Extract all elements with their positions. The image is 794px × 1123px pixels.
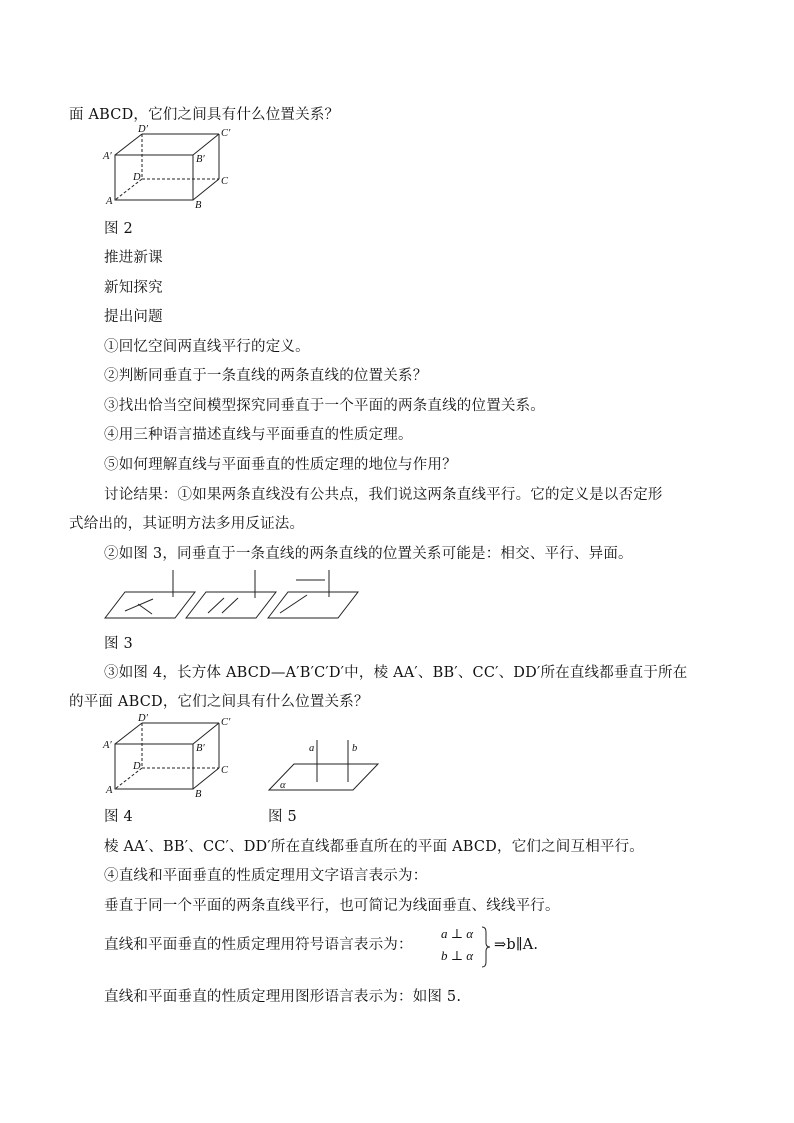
question-line: ③找出恰当空间模型探究同垂直于一个平面的两条直线的位置关系。 <box>104 398 545 414</box>
label-b: B <box>195 789 202 800</box>
label-b: B <box>195 200 202 211</box>
label-line-a: a <box>309 743 315 754</box>
label-c: C <box>221 765 229 776</box>
text-line: 直线和平面垂直的性质定理用图形语言表示为：如图 5. <box>104 989 462 1005</box>
figure-caption: 图 2 <box>104 221 133 237</box>
figure-2-box <box>100 122 240 214</box>
figure-3-planes <box>100 565 362 627</box>
label-c: C <box>221 176 229 187</box>
section-heading: 推进新课 <box>104 250 163 266</box>
label-plane-alpha: α <box>280 780 286 791</box>
figure-4-box <box>100 711 240 803</box>
text-line: ③如图 4，长方体 ABCD—A′B′C′D′中，棱 AA′、BB′、CC′、DD′所在直线都垂直于所在 <box>104 665 688 681</box>
figure-5-plane <box>264 734 384 796</box>
text-line: 棱 AA′、BB′、CC′、DD′所在直线都垂直所在的平面 ABCD，它们之间互相平行。 <box>104 839 644 855</box>
figure-caption: 图 3 <box>104 636 133 652</box>
text-line: ④直线和平面垂直的性质定理用文字语言表示为： <box>104 868 428 884</box>
right-brace-icon <box>480 926 492 968</box>
question-line: ④用三种语言描述直线与平面垂直的性质定理。 <box>104 427 413 443</box>
text-line: 垂直于同一个平面的两条直线平行，也可简记为线面垂直、线线平行。 <box>104 898 560 914</box>
section-heading: 新知探究 <box>104 280 163 296</box>
formula-result: ⇒b∥A. <box>494 937 539 953</box>
figure-caption: 图 5 <box>268 809 297 825</box>
label-b-prime: B′ <box>196 154 205 165</box>
question-line: ⑤如何理解直线与平面垂直的性质定理的地位与作用？ <box>104 457 457 473</box>
text-line: 直线和平面垂直的性质定理用符号语言表示为： <box>104 937 413 953</box>
question-line: ①回忆空间两直线平行的定义。 <box>104 339 310 355</box>
formula-top: a ⊥ α <box>441 926 474 941</box>
text-line: ②如图 3，同垂直于一条直线的两条直线的位置关系可能是：相交、平行、异面。 <box>104 546 633 562</box>
question-line: ②判断同垂直于一条直线的两条直线的位置关系？ <box>104 368 428 384</box>
text-line: 面 ABCD，它们之间具有什么位置关系？ <box>69 107 340 123</box>
label-a: A <box>106 196 113 207</box>
label-c-prime: C′ <box>221 128 231 139</box>
text-line: 的平面 ABCD，它们之间具有什么位置关系？ <box>69 694 369 710</box>
section-heading: 提出问题 <box>104 309 163 325</box>
label-c-prime: C′ <box>221 717 231 728</box>
formula-bottom: b ⊥ α <box>441 948 474 963</box>
label-a-prime: A′ <box>103 151 112 162</box>
label-b-prime: B′ <box>196 743 205 754</box>
label-d-prime: D′ <box>138 713 148 724</box>
text-line: 讨论结果：①如果两条直线没有公共点，我们说这两条直线平行。它的定义是以否定形 <box>104 487 663 503</box>
label-a: A <box>106 785 113 796</box>
label-d-prime: D′ <box>138 124 148 135</box>
label-line-b: b <box>352 743 358 754</box>
label-a-prime: A′ <box>103 740 112 751</box>
label-d: D <box>133 761 141 772</box>
figure-caption: 图 4 <box>104 809 133 825</box>
label-d: D <box>133 172 141 183</box>
text-line: 式给出的，其证明方法多用反证法。 <box>69 516 305 532</box>
